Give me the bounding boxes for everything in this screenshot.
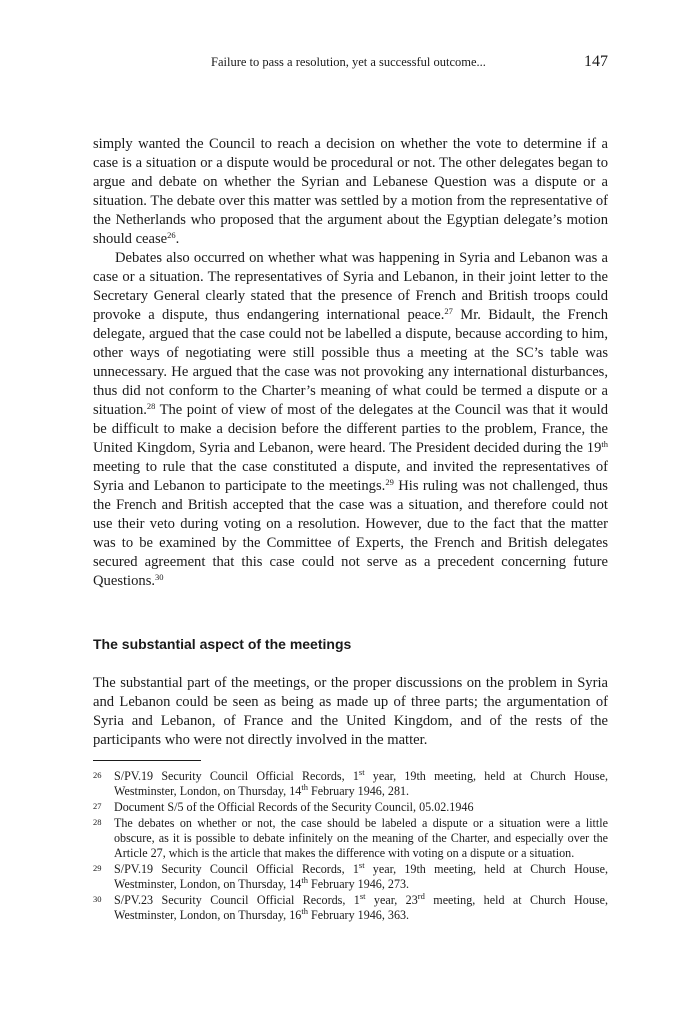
footnote-text: S/PV.19 Security Council Official Records, 1st year, 19th meeting, held at Church House, Westminster, London, on Thursday, 14th February 1946, 281. <box>114 767 608 798</box>
ordinal-suffix: th <box>601 439 608 449</box>
footnote-ref-30[interactable]: 30 <box>155 572 164 582</box>
paragraph-3: The substantial part of the meetings, or the proper discussions on the problem in Syria and Lebanon could be seen as being as made up of three parts; the argumentation of Syria and Lebanon, of France and the United Kingdom, and of the rests of the participants who were not directly involved in the matter. <box>93 675 608 748</box>
section-heading: The substantial aspect of the meetings <box>93 636 352 652</box>
footnotes <box>93 769 608 923</box>
footnote-number: 30 <box>93 894 102 904</box>
footnote-text: S/PV.23 Security Council Official Records, 1st year, 23rd meeting, held at Church House, Westminster, London, on Thursday, 16th February 1946, 363. <box>114 891 608 922</box>
footnote-28 <box>93 816 608 861</box>
footnote-text: The debates on whether or not, the case should be labeled a dispute or a situation were a little obscure, as it is possible to debate infinitely on the meaning of the Charter, and especially over the Article 27, which is the article that makes the difference with voting on a dispute or a situation. <box>114 816 608 860</box>
paragraph-2: Debates also occurred on whether what was happening in Syria and Lebanon was a case or a situation. The representatives of Syria and Lebanon, in their joint letter to the Secretary General clearly stated that the presence of French and British troops could provoke a dispute, thus endangering international peace.$^{27}$ Mr. Bidault, the French delegate, argued that the case could not be labelled a dispute, because according to him, other ways of negotiating were still possible thus a meeting at the SC’s table was unnecessary. He argued that the case was not provoking any international disturbances, thus did not conform to the Charter’s meaning of what could be termed a dispute or a situation.$^{28}$ The point of view of most of the delegates at the Council was that it would be difficult to make a decision before the different parties to the problem, France, the United Kingdom, Syria and Lebanon, were heard. The President decided during the 19th meeting to rule that the case constituted a dispute, and invited the representatives of Syria and Lebanon to participate to the meetings.$^{29}$ His ruling was not challenged, thus the French and British accepted that the case was a situation, and therefore could not use their veto during voting on a resolution. However, due to the fact that the matter was to be examined by the Committee of Experts, the French and British delegates secured agreement that this case could not serve as a precedent concerning future Questions.$^{30}$ <box>93 250 608 589</box>
footnote-divider <box>93 760 201 761</box>
footnote-26 <box>93 769 608 799</box>
footnote-number: 26 <box>93 770 102 780</box>
running-head: Failure to pass a resolution, yet a successful outcome... <box>211 55 486 69</box>
footnote-number: 28 <box>93 817 102 827</box>
page-header <box>93 53 608 75</box>
footnote-number: 27 <box>93 801 102 811</box>
footnote-29 <box>93 862 608 892</box>
page-number: 147 <box>584 53 608 70</box>
footnote-number: 29 <box>93 863 102 873</box>
footnote-27 <box>93 800 608 815</box>
footnote-ref-26[interactable]: 26 <box>167 230 176 240</box>
footnote-30 <box>93 893 608 923</box>
footnote-text: S/PV.19 Security Council Official Records, 1st year, 19th meeting, held at Church House, Westminster, London, on Thursday, 14th February 1946, 273. <box>114 860 608 891</box>
footnote-ref-28[interactable]: 28 <box>146 401 156 411</box>
footnote-ref-27[interactable]: 27 <box>444 306 453 316</box>
paragraph-1: simply wanted the Council to reach a decision on whether the vote to determine if a case is a situation or a dispute would be procedural or not. The other delegates began to argue and debate on whether the Syrian and Lebanese Question was a dispute or a situation. The debate over this matter was settled by a motion from the representative of the Netherlands who proposed that the argument about the Egyptian delegate’s motion should cease$^{26}$. <box>93 136 608 247</box>
footnote-ref-29[interactable]: 29 <box>385 477 394 487</box>
footnote-text: Document S/5 of the Official Records of the Security Council, 05.02.1946 <box>114 800 474 814</box>
body-text <box>93 135 608 924</box>
